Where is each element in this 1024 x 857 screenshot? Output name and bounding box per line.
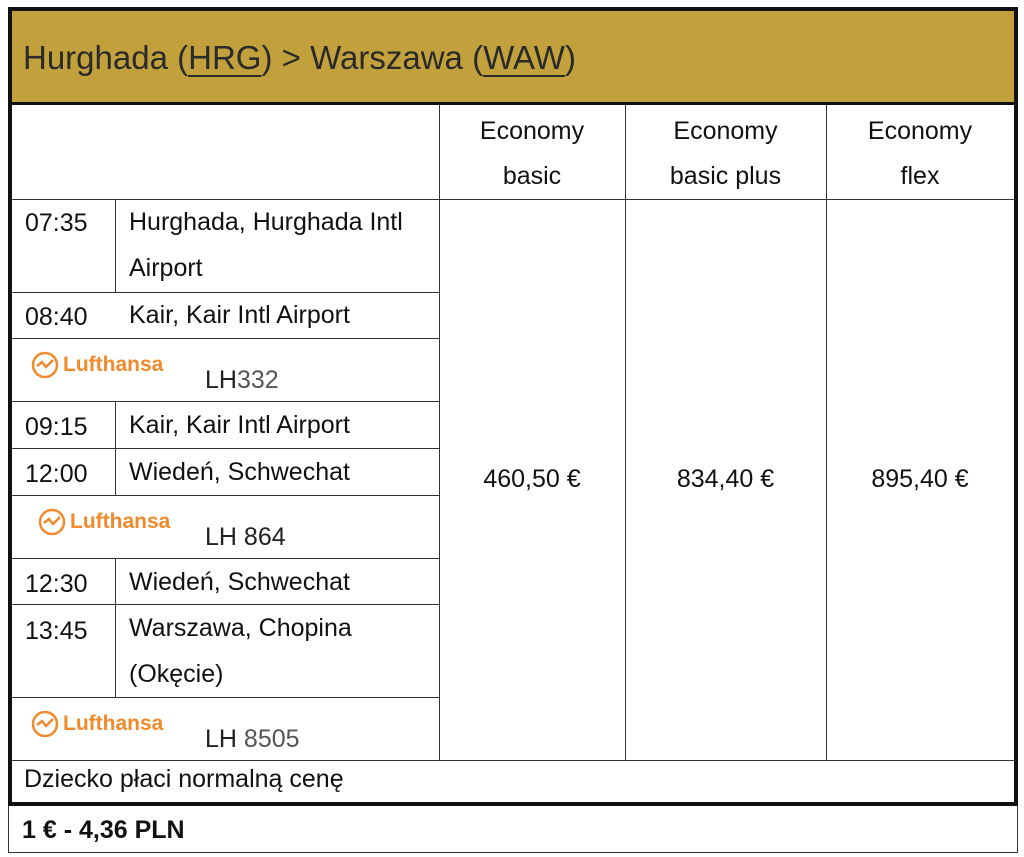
divider [12,760,1014,761]
price-flex: 895,40 € [871,465,969,493]
arrival-time: 12:00 [25,460,88,488]
route-header [12,11,1014,105]
price-basic: 460,50 € [483,465,581,493]
divider [115,199,116,293]
origin-city: Hurghada [23,39,168,76]
departure-time: 09:15 [25,413,88,441]
route-separator: > [281,39,301,76]
fare-header-flex: Economy flex [867,117,973,190]
arrival-time: 08:40 [25,303,88,331]
divider [12,338,439,339]
departure-time: 12:30 [25,570,88,598]
divider [115,558,116,698]
flight-number: LH 8505 [205,725,300,753]
lufthansa-logo: Lufthansa [38,508,170,536]
price-basic-plus: 834,40 € [676,465,775,493]
destination-city: Warszawa [310,39,463,76]
crane-icon [31,710,59,738]
divider [12,697,439,698]
arrival-place: Wiedeń, Schwechat [129,458,350,486]
departure-place: Wiedeń, Schwechat [129,568,350,596]
route-title: Hurghada (HRG) > Warszawa (WAW) [23,39,576,76]
crane-icon [31,351,59,379]
departure-place: Hurghada, Hurghada Intl Airport [129,208,403,282]
departure-place: Kair, Kair Intl Airport [129,411,350,439]
arrival-place: Warszawa, Chopina (Okęcie) [129,614,352,688]
arrival-place: Kair, Kair Intl Airport [129,301,350,329]
fare-header-basic: Economy basic [479,117,585,190]
crane-icon [38,508,66,536]
arrival-time: 13:45 [25,617,88,645]
lufthansa-logo: Lufthansa [31,710,163,738]
flight-number: LH 864 [205,523,286,551]
child-price-note: Dziecko płaci normalną cenę [24,765,344,793]
divider [115,402,116,496]
divider [439,105,440,760]
divider [826,105,827,760]
origin-code[interactable]: HRG [188,39,262,76]
divider [12,495,439,496]
divider [625,105,626,760]
fare-table [8,7,1018,806]
destination-code[interactable]: WAW [483,39,565,76]
lufthansa-logo: Lufthansa [31,351,163,379]
flight-number: LH332 [205,366,279,394]
exchange-rate-row [8,806,1018,853]
fare-header-basic-plus: Economy basic plus [669,117,782,190]
exchange-rate: 1 € - 4,36 PLN [22,816,185,844]
departure-time: 07:35 [25,209,88,237]
